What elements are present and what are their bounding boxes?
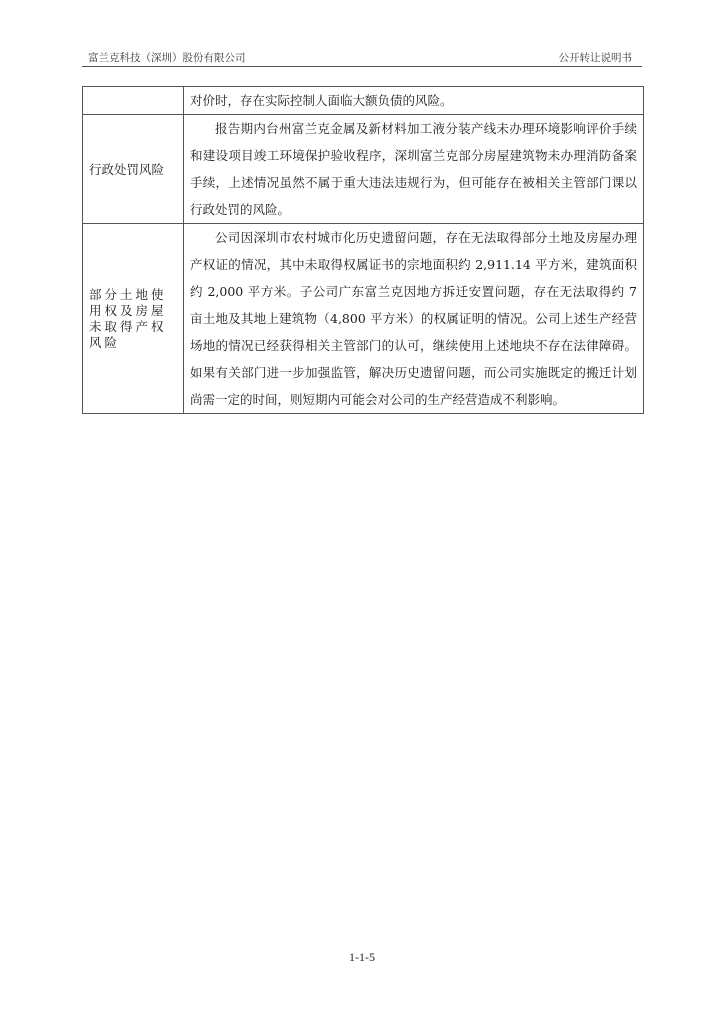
risk-category: 行政处罚风险: [83, 115, 184, 224]
table-row: [83, 87, 644, 115]
header-divider: [82, 66, 642, 67]
risk-table: [82, 86, 644, 414]
page-number: 1-1-5: [349, 950, 375, 964]
page-header: [82, 50, 642, 66]
risk-category: [83, 87, 184, 115]
risk-description: 对价时，存在实际控制人面临大额负债的风险。: [184, 87, 644, 115]
table-row: [83, 115, 644, 224]
header-document-type: 公开转让说明书: [558, 52, 632, 64]
risk-description: 报告期内台州富兰克金属及新材料加工液分装产线未办理环境影响评价手续和建设项目竣工环境保护验收程序，深圳富兰克部分房屋建筑物未办理消防备案手续，上述情况虽然不属于重大违法违规行为，但可能存在被相关主管部门课以行政处罚的风险。: [184, 115, 644, 224]
risk-category: 部分土地使用权及房屋未取得产权风险: [83, 224, 184, 414]
risk-description: 公司因深圳市农村城市化历史遗留问题，存在无法取得部分土地及房屋办理产权证的情况，其中未取得权属证书的宗地面积约 2,911.14 平方米，建筑面积约 2,000 平方米。子公司广东富兰克因地方拆迁安置问题，存在无法取得约 7 亩土地及其地上建筑物（4,800 平方米）的权属证明的情况。公司上述生产经营场地的情况已经获得相关主管部门的认可，继续使用上述地块不存在法律障碍。如果有关部门进一步加强监管，解决历史遗留问题，而公司实施既定的搬迁计划尚需一定的时间，则短期内可能会对公司的生产经营造成不利影响。: [184, 224, 644, 414]
table-row: [83, 224, 644, 414]
header-company-name: 富兰克科技（深圳）股份有限公司: [88, 52, 246, 64]
